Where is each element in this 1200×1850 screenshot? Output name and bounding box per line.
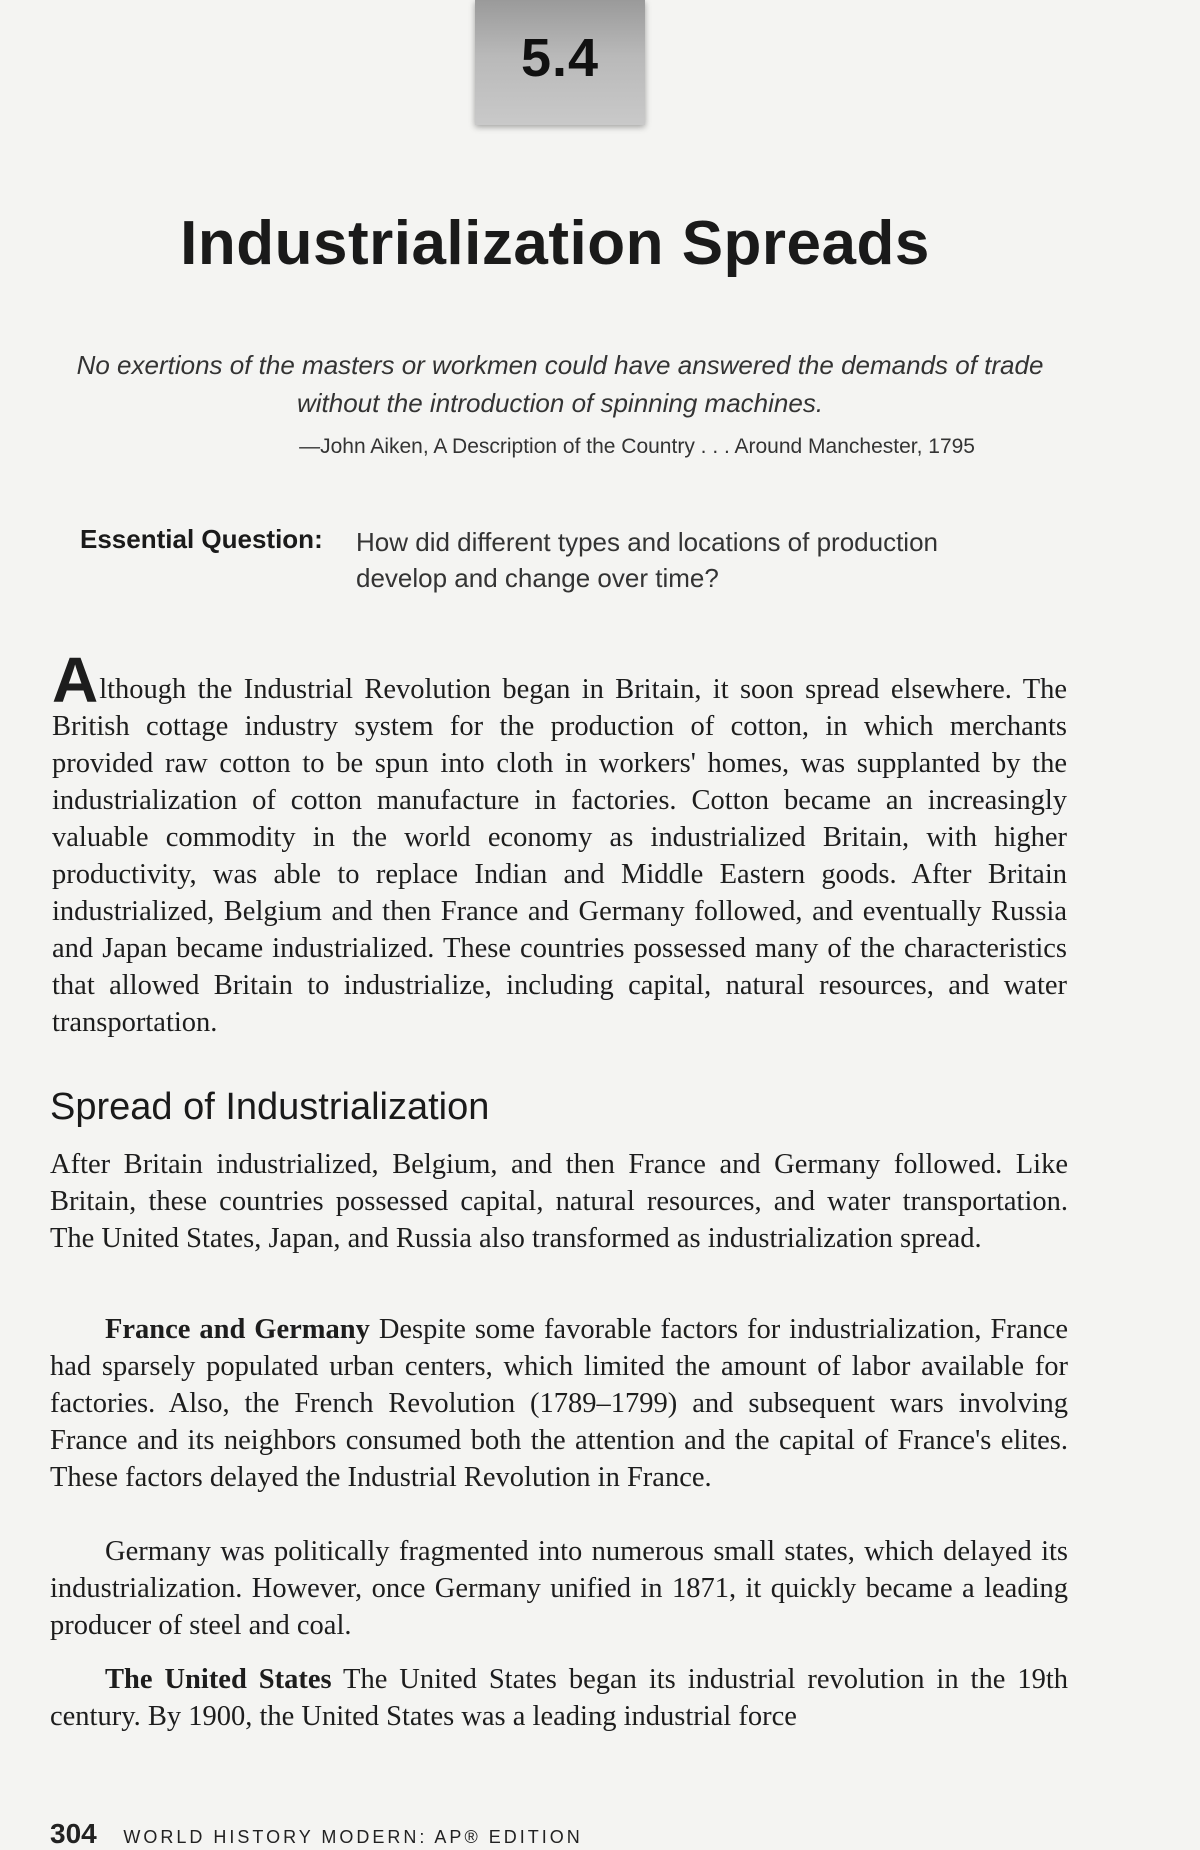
essential-question-label: Essential Question: (80, 524, 323, 554)
page-footer (50, 1818, 583, 1850)
germany-paragraph: Germany was politically fragmented into numerous small states, which delayed its industrialization. However, once Germany unified in 1871, it quickly became a leading producer of steel and coal. (50, 1536, 1068, 1641)
section-number: 5.4 (520, 27, 600, 88)
epigraph-quote: No exertions of the masters or workmen could have answered the demands of trade without the introduction of spinning machines. (76, 350, 1044, 418)
france-germany-text: Despite some favorable factors for industrialization, France had sparsely populated urban centers, which limited the amount of labor available for factories. Also, the French Revolution (1789–1799) and subsequent wars involving France and its neighbors consumed both the attention and the capital of France's elites. These factors delayed the Industrial Revolution in France. (50, 1314, 1068, 1493)
france-germany-runin-head: France and Germany (105, 1314, 370, 1345)
page-number: 304 (50, 1818, 97, 1849)
france-germany-paragraph (50, 1311, 1068, 1496)
page-title: Industrialization Spreads (180, 209, 930, 278)
spread-paragraph: After Britain industrialized, Belgium, and then France and Germany followed. Like Britain, these countries possessed capital, natural resources, and water transportation. The United States, Japan, and Russia also transformed as industrialization spread. (50, 1149, 1068, 1254)
drop-cap: A (52, 644, 99, 716)
intro-text: lthough the Industrial Revolution began in Britain, it soon spread elsewhere. The British cottage industry system for the production of cotton, in which merchants provided raw cotton to be spun into cloth in workers' homes, was supplanted by the industrialization of cotton manufacture in factories. Cotton became an increasingly valuable commodity in the world economy as industrialized Britain, with higher productivity, was able to replace Indian and Middle Eastern goods. After Britain industrialized, Belgium and then France and Germany followed, and eventually Russia and Japan became industrialized. These countries possessed many of the characteristics that allowed Britain to industrialize, including capital, natural resources, and water transportation. (52, 674, 1067, 1038)
united-states-text: The United States began its industrial revolution in the 19th century. By 1900, the United States was a leading industrial force (50, 1664, 1068, 1732)
united-states-runin-head: The United States (105, 1664, 332, 1695)
section-heading: Spread of Industrialization (50, 1086, 490, 1128)
epigraph-attribution: —John Aiken, A Description of the Country . . . Around Manchester, 1795 (299, 435, 975, 458)
book-title: WORLD HISTORY MODERN: AP® EDITION (123, 1827, 583, 1847)
united-states-paragraph (50, 1661, 1068, 1735)
essential-question-text: How did different types and locations of production develop and change over time? (356, 527, 938, 593)
intro-paragraph (52, 644, 1067, 1041)
section-badge (475, 0, 645, 125)
